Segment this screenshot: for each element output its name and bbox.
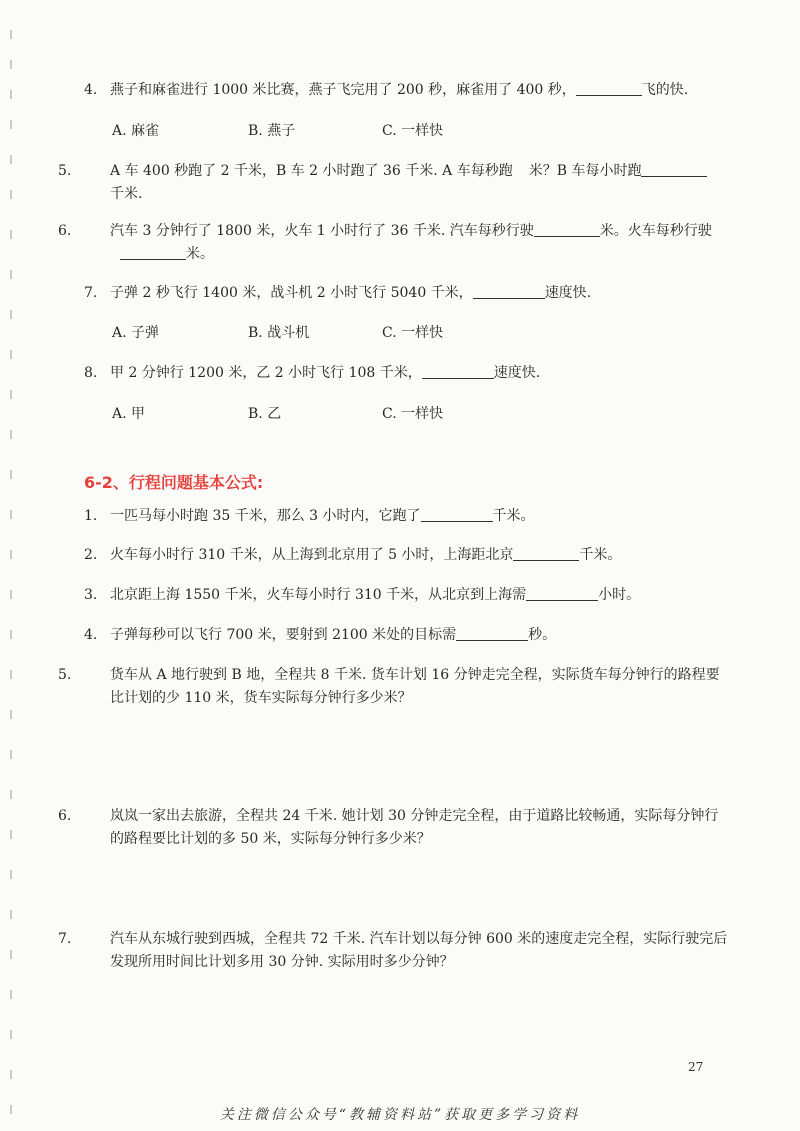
question-p2-5: 5. 货车从 A 地行驶到 B 地，全程共 8 千米. 货车计划 16 分钟走完全程，实际货车每分钟行的路程要比计划的少 110 米，货车实际每分钟行多少米？: [58, 667, 720, 706]
answer-blank[interactable]: [421, 507, 493, 522]
answer-blank[interactable]: [534, 222, 600, 237]
question-p1-7: 7. 子弹 2 秒飞行 1400 米，战斗机 2 小时飞行 5040 千米， 速度快.: [84, 285, 592, 301]
question-p2-6: 6. 岚岚一家出去旅游，全程共 24 千米. 她计划 30 分钟走完全程，由于道路比较畅通，实际每分钟行的路程要比计划的多 50 米，实际每分钟行多少米？: [58, 808, 719, 847]
option-c[interactable]: C. 一样快: [382, 406, 444, 422]
answer-blank[interactable]: [513, 546, 579, 561]
answer-blank[interactable]: [641, 162, 707, 177]
question-p2-1: 1. 一匹马每小时跑 35 千米，那么 3 小时内，它跑了 千米。: [84, 508, 535, 524]
question-p1-4: 4. 燕子和麻雀进行 1000 米比赛，燕子飞完用了 200 秒，麻雀用了 400 秒， 飞的快.: [84, 82, 689, 98]
answer-blank[interactable]: [473, 284, 545, 299]
answer-blank[interactable]: [513, 162, 529, 177]
binding-marks: [10, 20, 14, 1120]
footer-note: 关注微信公众号“教辅资料站”获取更多学习资料: [219, 1107, 581, 1123]
section-title: 6-2、行程问题基本公式:: [84, 473, 264, 492]
answer-blank[interactable]: [456, 626, 528, 641]
option-b[interactable]: B. 乙: [248, 406, 282, 422]
page-number: 27: [688, 1060, 704, 1074]
answer-blank[interactable]: [576, 81, 642, 96]
question-p1-5: 5. A 车 400 秒跑了 2 千米，B 车 2 小时跑了 36 千米. A 车每秒跑 米？B 车每小时跑 千米.: [84, 160, 730, 206]
question-p2-4: 4. 子弹每秒可以飞行 700 米，要射到 2100 米处的目标需 秒。: [84, 627, 557, 643]
option-c[interactable]: C. 一样快: [382, 123, 444, 139]
question-p2-3: 3. 北京距上海 1550 千米，火车每小时行 310 千米，从北京到上海需 小时。: [84, 587, 641, 603]
question-p2-7: 7. 汽车从东城行驶到西城，全程共 72 千米. 汽车计划以每分钟 600 米的速度走完全程，实际行驶完后发现所用时间比计划多用 30 分钟. 实际用时多少分钟？: [58, 931, 728, 970]
question-p2-2: 2. 火车每小时行 310 千米，从上海到北京用了 5 小时，上海距北京 千米。: [84, 547, 622, 563]
question-p1-6: 6. 汽车 3 分钟行了 1800 米，火车 1 小时行了 36 千米. 汽车每秒行驶 米。火车每秒行驶 米。: [58, 223, 712, 262]
option-b[interactable]: B. 燕子: [248, 123, 296, 139]
answer-blank[interactable]: [120, 245, 186, 260]
answer-blank[interactable]: [526, 586, 598, 601]
option-a[interactable]: A. 麻雀: [112, 123, 160, 139]
option-c[interactable]: C. 一样快: [382, 325, 444, 341]
question-p1-8: 8. 甲 2 分钟行 1200 米，乙 2 小时飞行 108 千米， 速度快.: [84, 365, 541, 381]
option-b[interactable]: B. 战斗机: [248, 325, 310, 341]
option-a[interactable]: A. 子弹: [112, 325, 160, 341]
option-a[interactable]: A. 甲: [112, 406, 146, 422]
answer-blank[interactable]: [422, 364, 494, 379]
